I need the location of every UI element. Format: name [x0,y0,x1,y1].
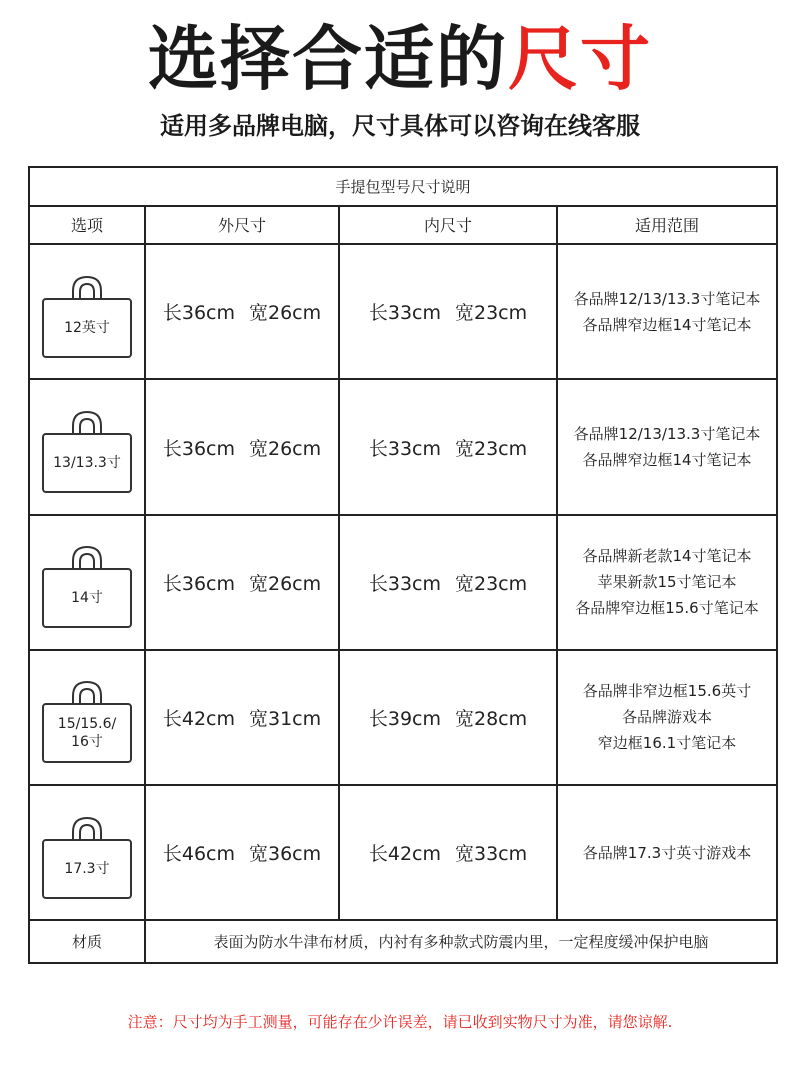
title-main: 选择合适的 [148,18,508,100]
applies-line: 苹果新款15寸笔记本 [597,573,737,592]
inner-size-cell [339,650,557,785]
option-cell [29,650,145,785]
inner-width: 宽23cm [455,572,528,595]
outer-size-cell [145,515,339,650]
applies-line: 各品牌12/13/13.3寸笔记本 [573,425,761,444]
inner-length: 长33cm [368,302,441,325]
option-cell [29,244,145,379]
outer-width: 宽26cm [249,302,322,325]
outer-length: 长36cm [162,572,235,595]
table-row [29,650,777,785]
handbag-icon [41,265,133,359]
inner-length: 长39cm [368,707,441,730]
table-row [29,515,777,650]
option-label-line: 16寸 [71,734,103,751]
applies-line: 各品牌窄边框14寸笔记本 [582,451,752,470]
applies-line: 各品牌游戏本 [622,708,713,727]
applies-cell [557,650,777,785]
header-outer-size: 外尺寸 [145,206,339,245]
outer-length: 长46cm [162,843,235,866]
outer-size-cell [145,785,339,920]
material-row [29,920,777,963]
applies-line: 各品牌窄边框14寸笔记本 [582,315,752,334]
outer-width: 宽36cm [249,843,322,866]
applies-cell [557,379,777,514]
inner-size-cell [339,515,557,650]
option-label: 12英寸 [64,319,110,336]
outer-size-cell [145,650,339,785]
option-label: 17.3寸 [64,860,110,877]
material-label: 材质 [29,920,145,963]
table-caption-row [29,167,777,206]
applies-cell [557,244,777,379]
applies-line: 各品牌非窄边框15.6英寸 [582,682,752,701]
table-row [29,785,777,920]
inner-size-cell [339,379,557,514]
option-cell [29,379,145,514]
inner-size-cell [339,785,557,920]
header-inner-size: 内尺寸 [339,206,557,245]
option-label: 13/13.3寸 [53,455,121,472]
applies-cell [557,515,777,650]
inner-width: 宽28cm [455,707,528,730]
outer-length: 长42cm [162,707,235,730]
handbag-icon [41,670,133,764]
title-accent: 尺寸 [508,18,652,100]
option-label [58,715,116,751]
option-cell [29,785,145,920]
outer-length: 长36cm [162,302,235,325]
applies-line: 各品牌新老款14寸笔记本 [582,547,752,566]
outer-size-cell [145,244,339,379]
outer-width: 宽31cm [249,707,322,730]
outer-size-cell [145,379,339,514]
material-description: 表面为防水牛津布材质，内衬有多种款式防震内里，一定程度缓冲保护电脑 [145,920,777,963]
header-option: 选项 [29,206,145,245]
outer-length: 长36cm [162,437,235,460]
inner-length: 长33cm [368,437,441,460]
handbag-icon [41,535,133,629]
size-table [28,166,778,964]
option-label-line: 15/15.6/ [57,716,117,733]
outer-width: 宽26cm [249,437,322,460]
page-subtitle: 适用多品牌电脑，尺寸具体可以咨询在线客服 [160,112,640,140]
applies-line: 窄边框16.1寸笔记本 [597,734,737,753]
header-applies: 适用范围 [557,206,777,245]
table-header-row [29,206,777,245]
applies-line: 各品牌窄边框15.6寸笔记本 [575,599,759,618]
inner-size-cell [339,244,557,379]
page-title [0,14,800,104]
table-row [29,379,777,514]
inner-length: 长33cm [368,572,441,595]
handbag-icon [41,400,133,494]
applies-line: 各品牌12/13/13.3寸笔记本 [573,289,761,308]
applies-cell [557,785,777,920]
option-label: 14寸 [71,590,103,607]
inner-width: 宽23cm [455,302,528,325]
outer-width: 宽26cm [249,572,322,595]
handbag-icon [41,806,133,900]
option-cell [29,515,145,650]
inner-width: 宽23cm [455,437,528,460]
inner-width: 宽33cm [455,843,528,866]
table-caption: 手提包型号尺寸说明 [29,167,777,206]
table-row [29,244,777,379]
inner-length: 长42cm [368,843,441,866]
measurement-note: 注意：尺寸均为手工测量，可能存在少许误差，请已收到实物尺寸为准，请您谅解. [127,1013,673,1031]
applies-line: 各品牌17.3寸英寸游戏本 [582,843,752,862]
